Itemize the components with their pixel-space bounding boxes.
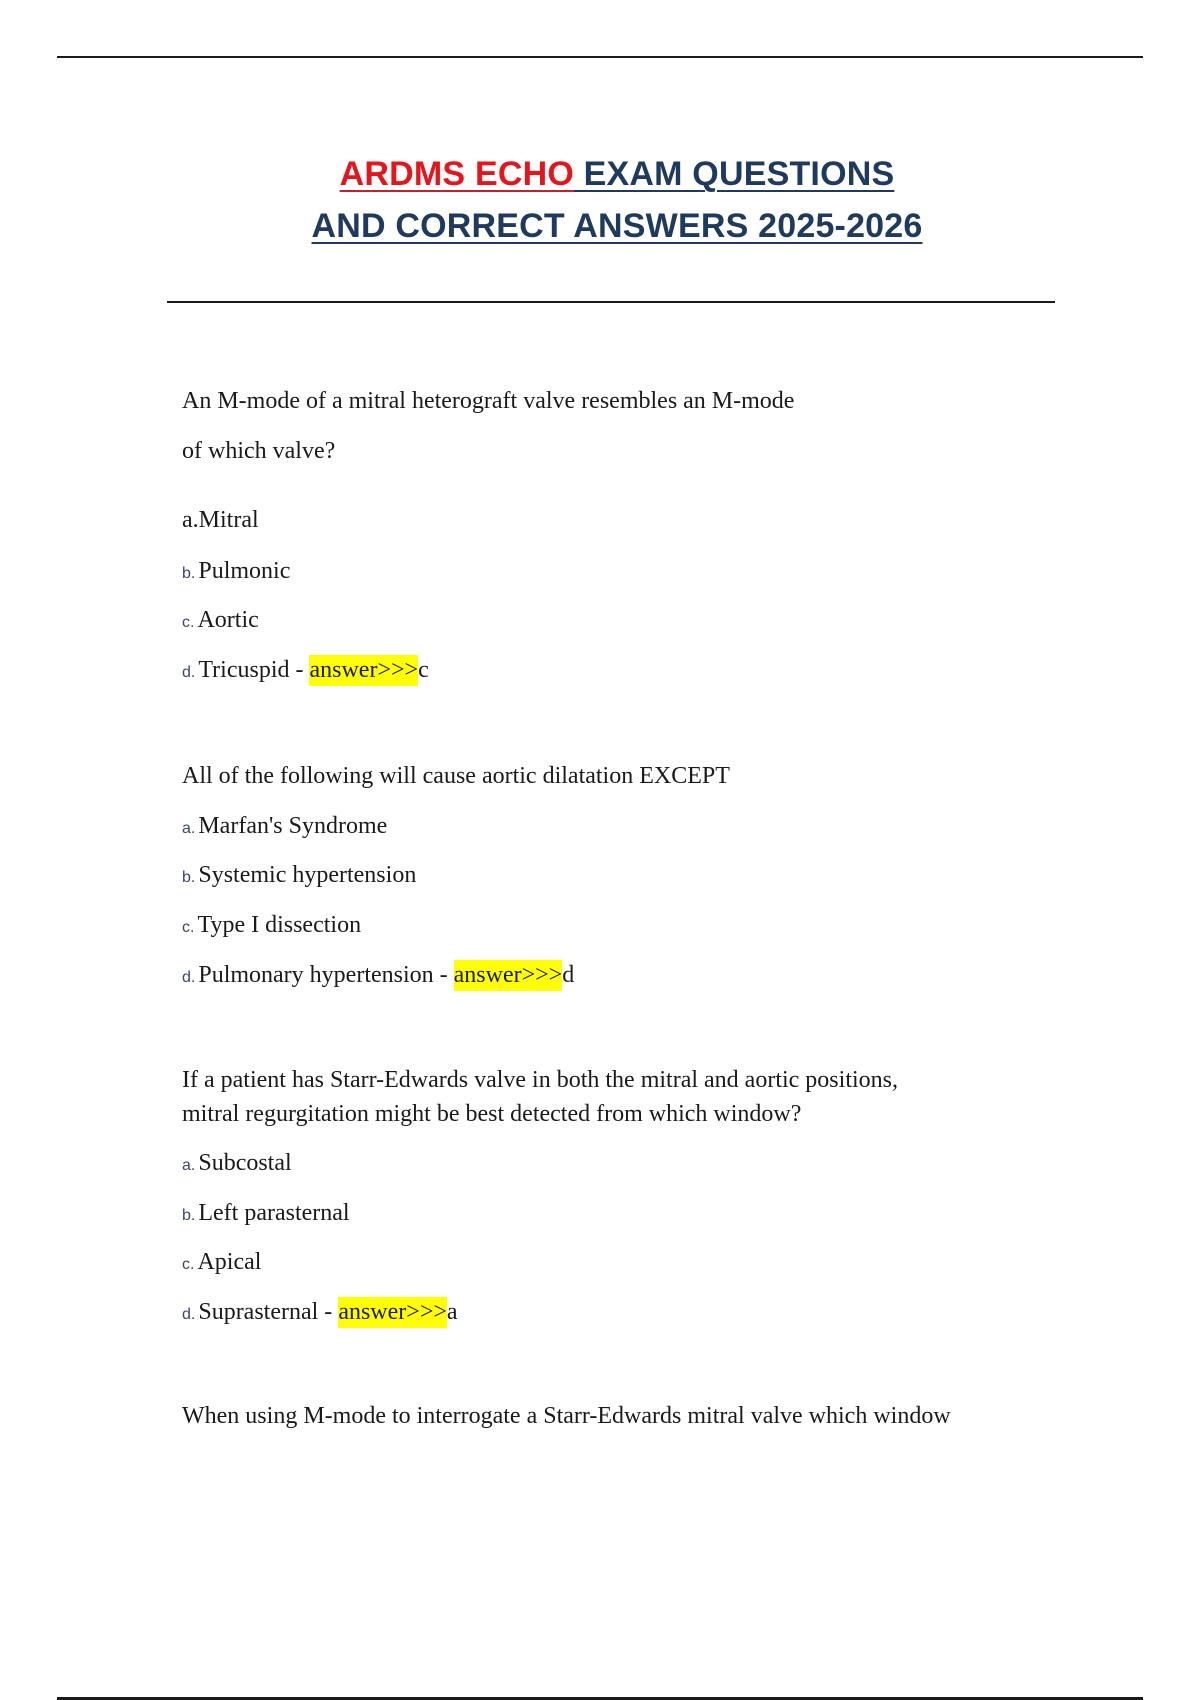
question-stem: When using M-mode to interrogate a Starr-Edwards mitral valve which window	[182, 1403, 951, 1429]
title-text-navy: EXAM QUESTIONS	[573, 155, 895, 193]
option-letter: a.	[182, 1157, 196, 1174]
option-a	[182, 505, 259, 535]
option-text: Subcostal	[198, 1150, 292, 1176]
option-letter: d.	[182, 1306, 196, 1323]
option-text: Pulmonic	[198, 558, 291, 584]
question-stem: An M-mode of a mitral heterograft valve resembles an M-mode	[182, 388, 795, 414]
option-letter: c.	[182, 919, 195, 936]
option-text: Suprasternal -	[198, 1299, 339, 1325]
option-c	[182, 605, 259, 638]
answer-highlight: answer>>>	[454, 960, 563, 991]
option-letter: c.	[182, 1256, 195, 1273]
option-letter: a.	[182, 507, 199, 533]
option-b	[182, 1198, 350, 1231]
question-stem: of which valve?	[182, 438, 336, 464]
option-c	[182, 1247, 261, 1280]
title-highlight-red: ARDMS ECHO	[339, 155, 574, 193]
option-text: Type I dissection	[197, 912, 362, 938]
option-b	[182, 860, 416, 893]
option-letter: a.	[182, 820, 196, 837]
option-text: Aortic	[197, 607, 259, 633]
option-text: Tricuspid -	[198, 657, 310, 683]
answer-value: a	[446, 1299, 458, 1325]
top-divider	[57, 56, 1143, 58]
question-stem: All of the following will cause aortic dilatation EXCEPT	[182, 763, 730, 789]
option-text: Mitral	[198, 507, 259, 533]
option-d	[182, 1297, 458, 1330]
answer-value: d	[562, 962, 575, 988]
option-d	[182, 960, 574, 993]
option-letter: b.	[182, 1207, 196, 1224]
option-text: Systemic hypertension	[198, 862, 417, 888]
option-a	[182, 1148, 292, 1181]
answer-highlight: answer>>>	[338, 1297, 447, 1328]
title-line-2	[0, 200, 1200, 252]
document-title	[0, 148, 1200, 252]
answer-highlight: answer>>>	[309, 655, 418, 686]
option-text: Left parasternal	[198, 1200, 350, 1226]
option-c	[182, 910, 361, 943]
option-letter: d.	[182, 969, 196, 986]
option-d	[182, 655, 429, 688]
option-letter: b.	[182, 565, 196, 582]
option-letter: b.	[182, 869, 196, 886]
option-letter: c.	[182, 614, 195, 631]
title-line-1	[0, 148, 1200, 200]
option-text: Marfan's Syndrome	[198, 813, 388, 839]
option-text: Apical	[197, 1249, 262, 1275]
title-divider	[167, 301, 1055, 303]
title-text-navy-line2: AND CORRECT ANSWERS 2025-2026	[311, 207, 923, 245]
question-stem: mitral regurgitation might be best detected from which window?	[182, 1101, 802, 1127]
option-letter: d.	[182, 664, 196, 681]
answer-value: c	[418, 657, 429, 683]
option-b	[182, 556, 290, 589]
option-text: Pulmonary hypertension -	[198, 962, 454, 988]
option-a	[182, 811, 387, 844]
question-stem: If a patient has Starr-Edwards valve in both the mitral and aortic positions,	[182, 1067, 898, 1093]
